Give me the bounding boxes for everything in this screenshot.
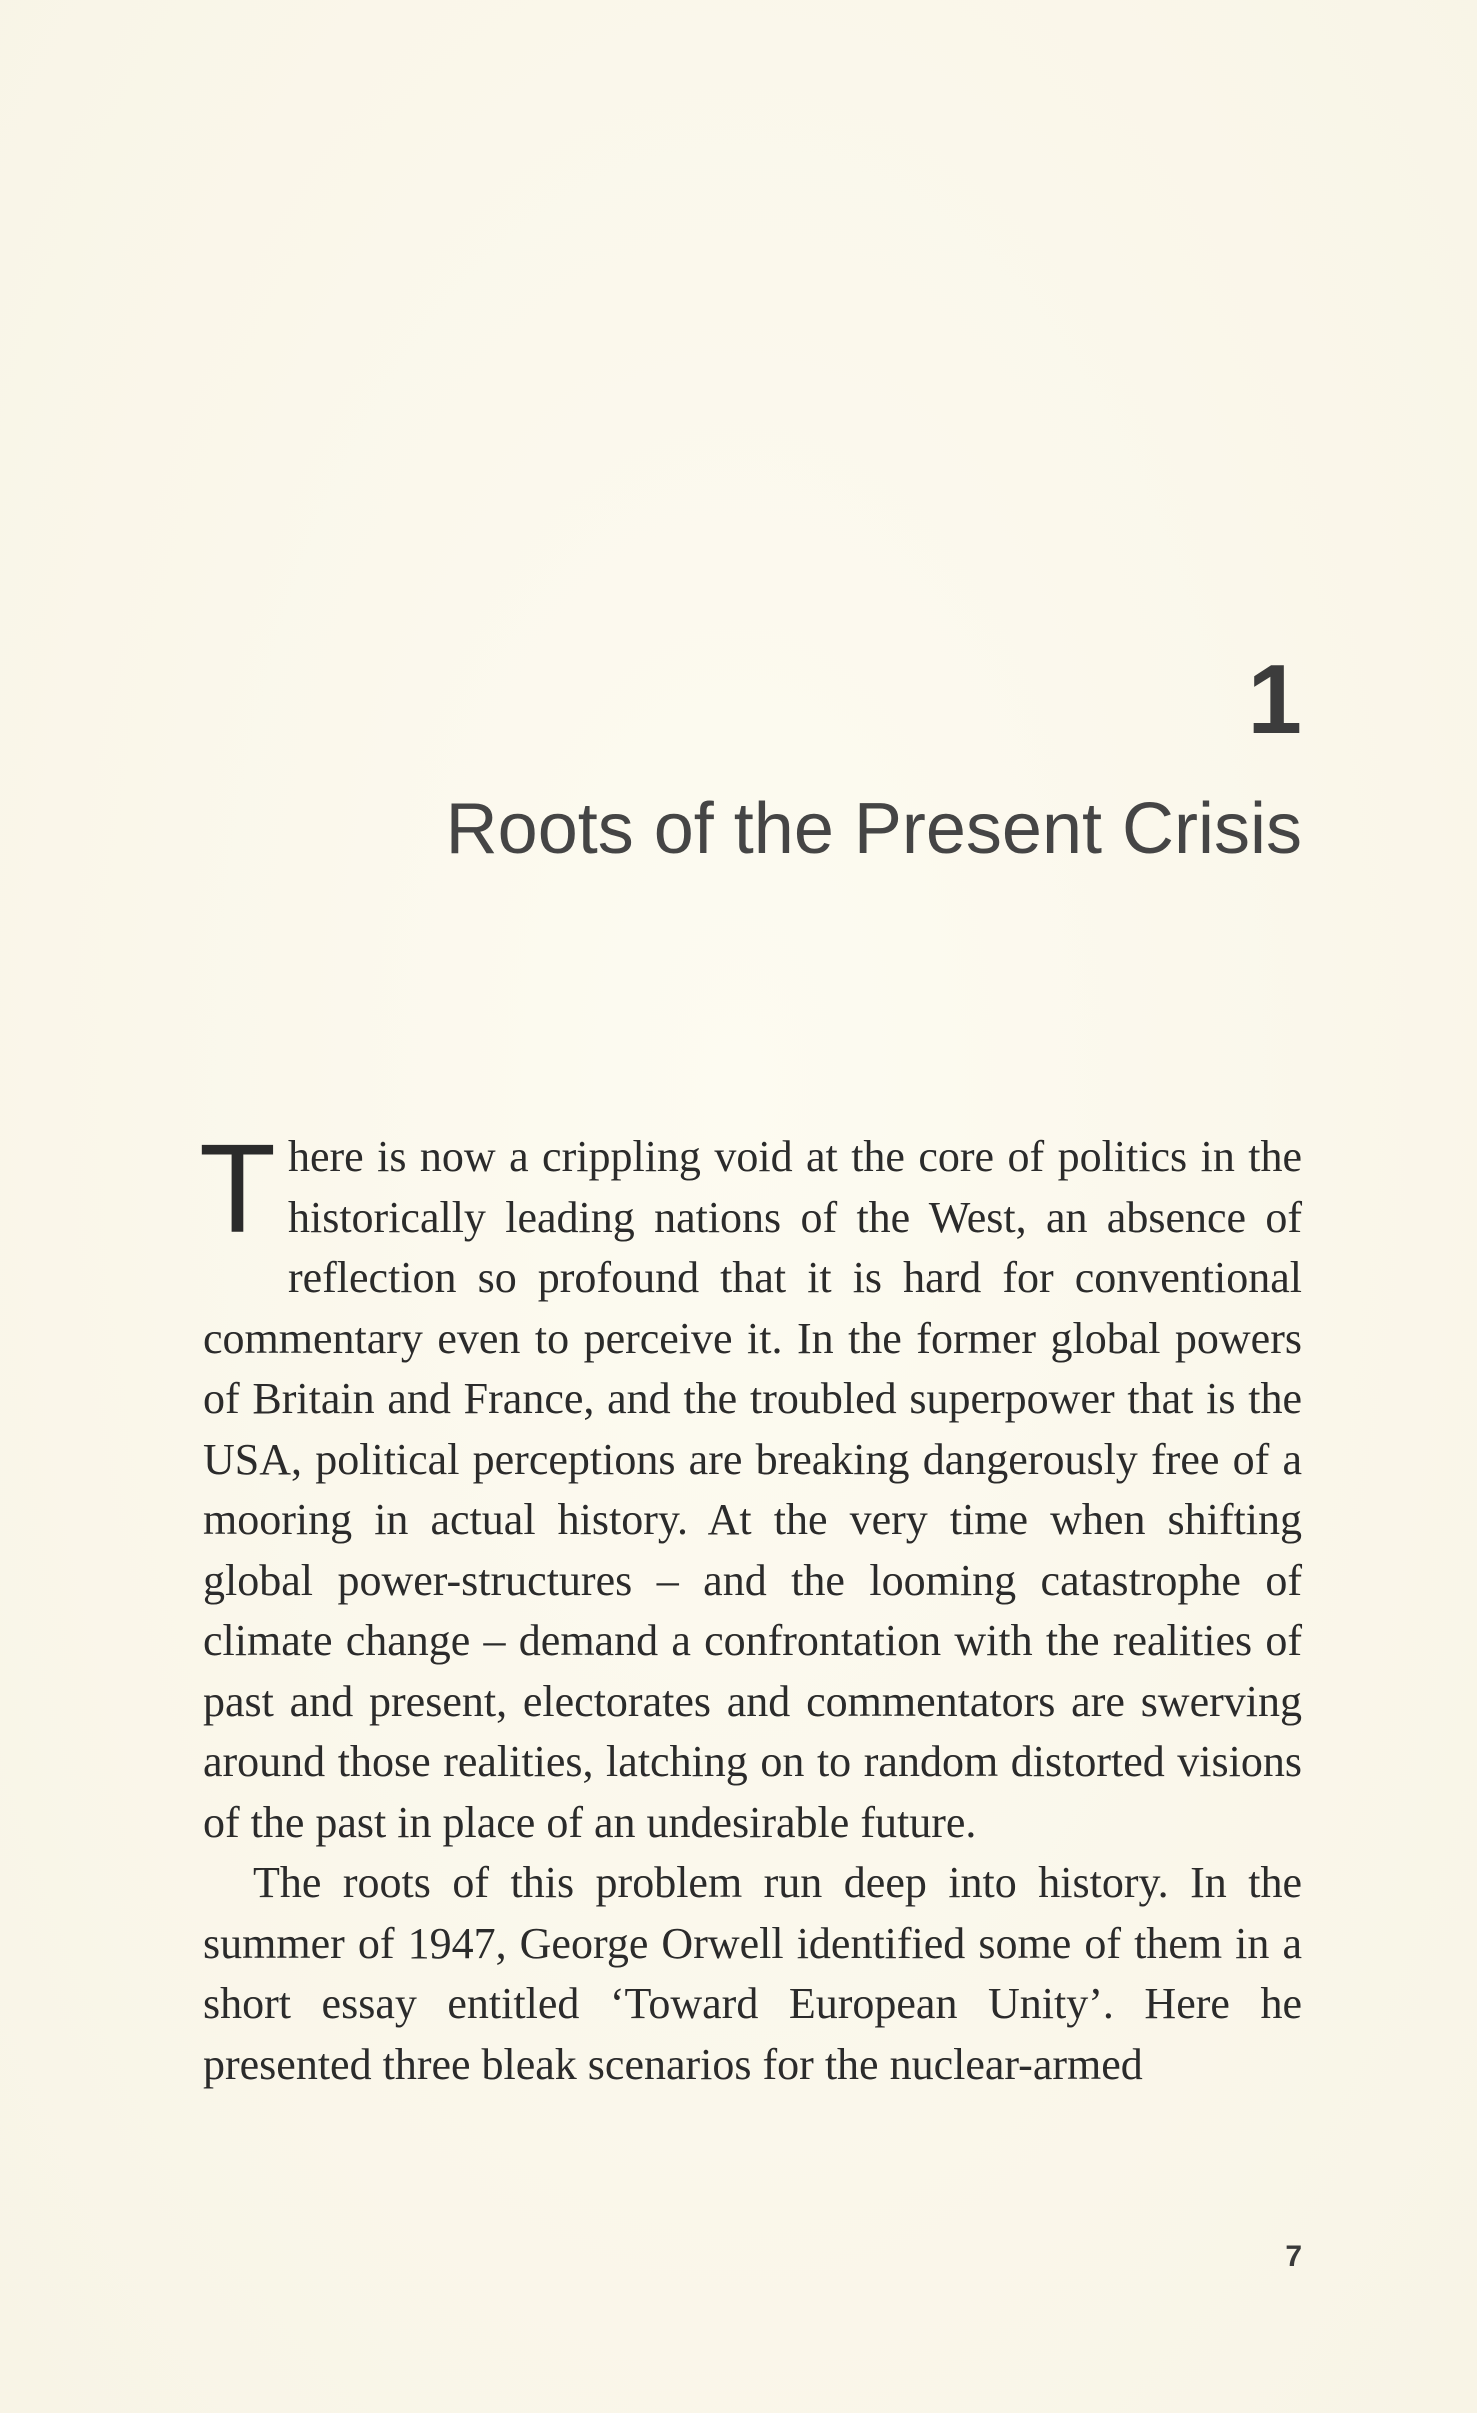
page-number: 7 <box>1285 2240 1302 2273</box>
paragraph-2: The roots of this problem run deep into history. In the summer of 1947, George Orwell identified some of them in a short essay entitled ‘Toward European Unity’. Here he presented three bleak scenarios for the nuclear-armed <box>203 1858 1302 2089</box>
chapter-title: Roots of the Present Crisis <box>445 789 1302 869</box>
body-text <box>199 1118 1302 2095</box>
paragraph-1 <box>199 1118 1302 1853</box>
paragraph-1-text: here is now a crippling void at the core of politics in the historically leading nations of the West, an absence of reflection so profound that it is hard for conventional commentary even to perceive it. In the former global powers of Britain and France, and the troubled superpower that is the USA, political perceptions are breaking dangerously free of a mooring in actual history. At the very time when shifting global power-structures – and the looming catastrophe of climate change – demand a confrontation with the realities of past and present, electorates and commentators are swerving around those realities, latching on to random distorted visions of the past in place of an undesirable future. <box>203 1132 1302 1847</box>
chapter-number: 1 <box>1247 644 1302 754</box>
drop-cap: T <box>199 1118 276 1259</box>
